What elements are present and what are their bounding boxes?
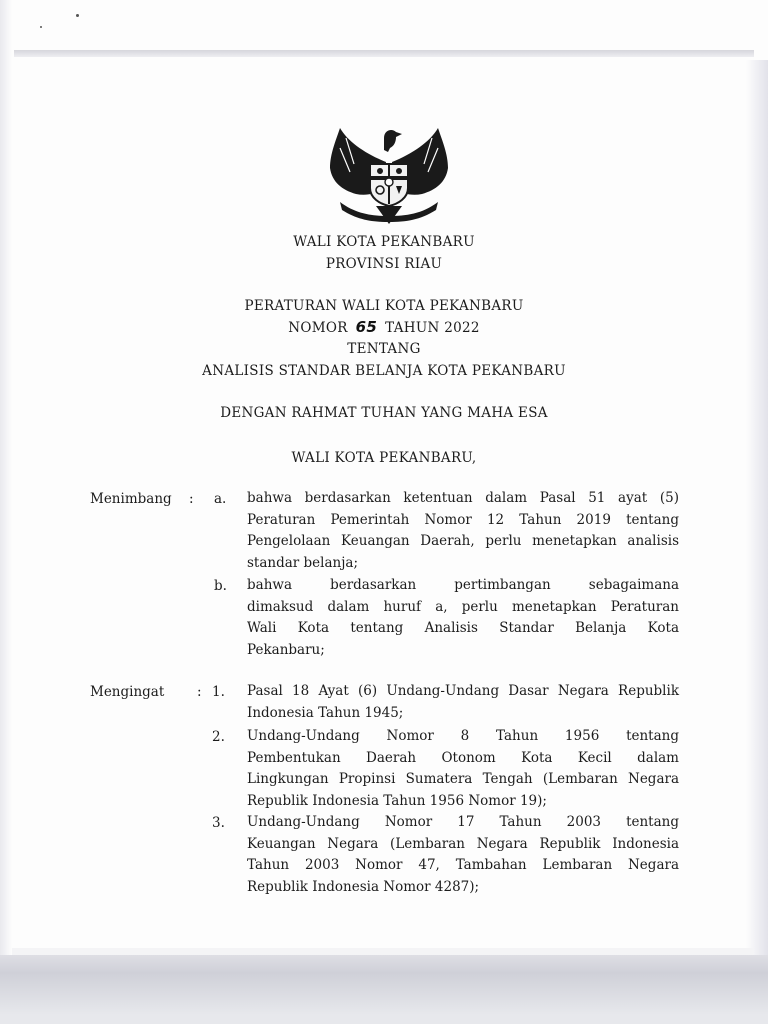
tentang-label: TENTANG — [347, 341, 421, 357]
scan-shadow-right — [746, 60, 768, 960]
text-line: Pekanbaru; — [247, 642, 325, 659]
menimbang-item-marker: b. — [214, 578, 227, 594]
text-line: standar belanja; — [247, 555, 359, 572]
scan-speck — [40, 26, 42, 28]
mengingat-item-text — [247, 726, 679, 813]
menimbang-item-text — [247, 488, 679, 575]
invocation: DENGAN RAHMAT TUHAN YANG MAHA ESA — [220, 405, 548, 421]
text-line: Republik Indonesia Nomor 4287); — [247, 879, 480, 896]
text-line: Wali Kota tentang Analisis Standar Belanja Kota — [247, 620, 679, 637]
garuda-emblem-icon — [326, 124, 452, 230]
scan-speck — [76, 14, 79, 17]
province-heading: PROVINSI RIAU — [325, 256, 443, 272]
regulation-title: PERATURAN WALI KOTA PEKANBARU — [244, 298, 524, 314]
issuer-heading: WALI KOTA PEKANBARU, — [291, 450, 477, 466]
text-line: Indonesia Tahun 1945; — [247, 704, 404, 721]
mengingat-item-text — [247, 812, 679, 899]
scan-shadow-left — [0, 0, 12, 980]
regulation-year: TAHUN 2022 — [385, 320, 480, 336]
menimbang-item-text — [247, 575, 679, 662]
text-line: dimaksud dalam huruf a, perlu menetapkan Peraturan — [247, 598, 679, 615]
text-line: Keuangan Negara (Lembaran Negara Republik Indonesia — [247, 835, 679, 852]
text-line: Undang-Undang Nomor 17 Tahun 2003 tentang — [247, 814, 679, 830]
text-line: Undang-Undang Nomor 8 Tahun 1956 tentang — [247, 728, 679, 744]
nomor-prefix: NOMOR — [288, 320, 348, 336]
regulation-subject: ANALISIS STANDAR BELANJA KOTA PEKANBARU — [202, 363, 566, 379]
scan-shadow-top — [14, 50, 754, 57]
text-line: Peraturan Pemerintah Nomor 12 Tahun 2019 tentang — [247, 511, 679, 528]
menimbang-label: Menimbang — [90, 491, 172, 507]
mengingat-item-text — [247, 681, 679, 724]
regulation-number: 65 — [355, 318, 378, 336]
text-line: Pengelolaan Keuangan Daerah, perlu menetapkan analisis — [247, 533, 679, 550]
text-line: Tahun 2003 Nomor 47, Tambahan Lembaran Negara — [247, 857, 679, 874]
mengingat-item-marker: 2. — [212, 729, 225, 745]
mengingat-label: Mengingat — [90, 684, 165, 700]
text-line: Pasal 18 Ayat (6) Undang-Undang Dasar Negara Republik — [247, 683, 679, 699]
menimbang-colon: : — [189, 491, 194, 507]
text-line: Pembentukan Daerah Otonom Kota Kecil dalam — [247, 749, 679, 766]
text-line: Republik Indonesia Tahun 1956 Nomor 19); — [247, 793, 547, 810]
text-line: Lingkungan Propinsi Sumatera Tengah (Lembaran Negara — [247, 771, 679, 788]
regulation-number-line — [0, 318, 768, 336]
mengingat-colon: : — [197, 684, 202, 700]
text-line: bahwa berdasarkan pertimbangan sebagaimana — [247, 577, 679, 593]
scan-shadow-bottom — [0, 955, 768, 1024]
mengingat-item-marker: 3. — [212, 815, 225, 831]
authority-heading: WALI KOTA PEKANBARU — [293, 234, 475, 250]
mengingat-item-marker: 1. — [212, 684, 225, 700]
menimbang-item-marker: a. — [214, 491, 227, 507]
text-line: bahwa berdasarkan ketentuan dalam Pasal 51 ayat (5) — [247, 490, 679, 506]
